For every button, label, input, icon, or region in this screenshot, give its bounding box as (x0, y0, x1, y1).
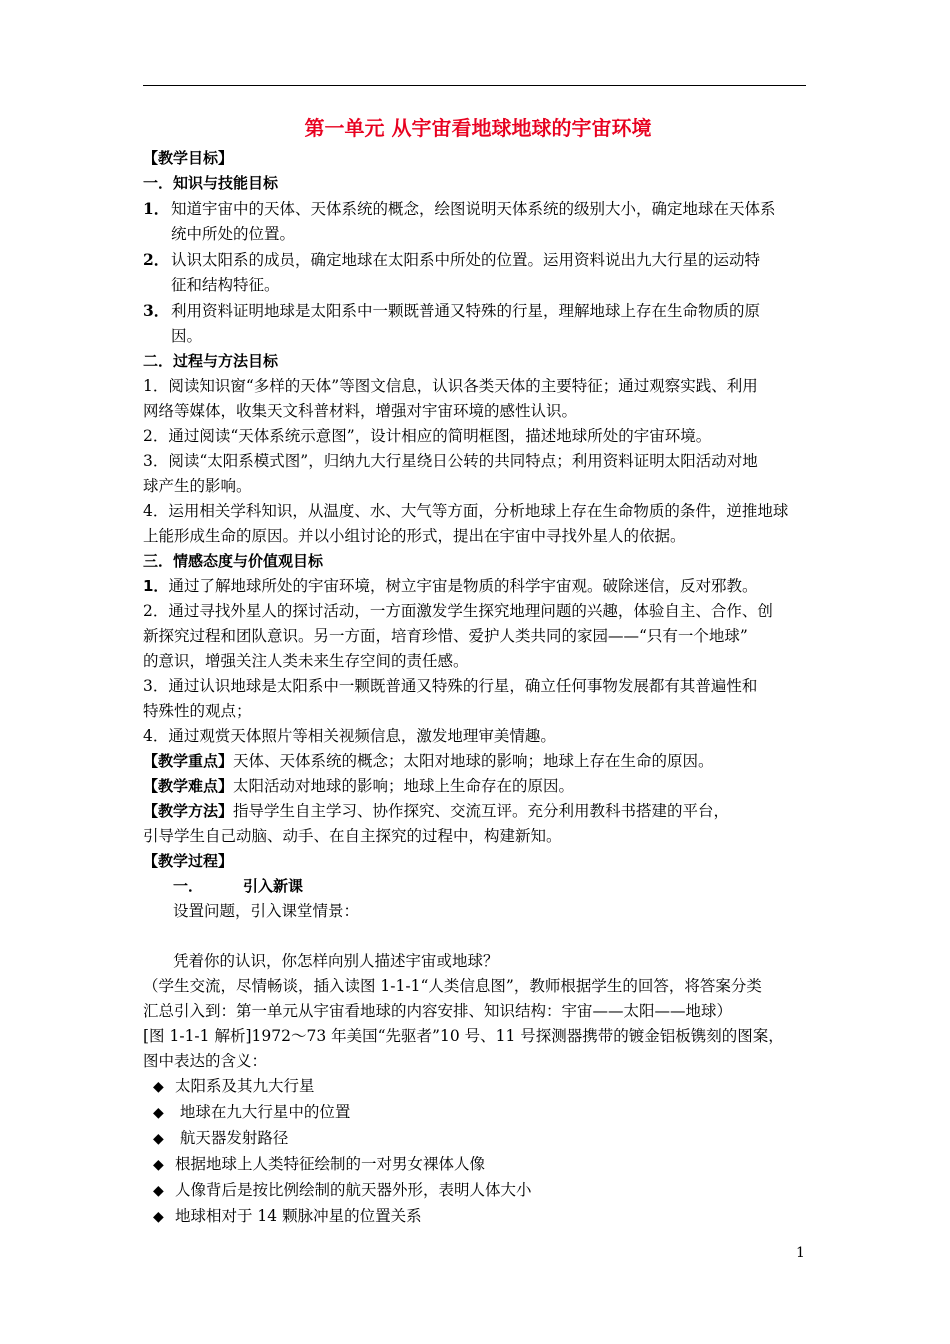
teaching-process-heading: 【教学过程】 (143, 852, 234, 870)
diamond-bullet-icon: ◆ (153, 1157, 164, 1173)
knowledge-item-3-cont: 因。 (171, 327, 203, 345)
knowledge-item-1: 1． 知道宇宙中的天体、天体系统的概念，绘图说明天体系统的级别大小，确定地球在天体系 (143, 199, 776, 218)
teaching-method: 【教学方法】指导学生自主学习、协作探究、交流互评。充分利用教科书搭建的平台， (143, 802, 730, 820)
emotion-item-2: 2．通过寻找外星人的探讨活动，一方面激发学生探究地理问题的兴趣，体验自主、合作、创 (143, 602, 773, 620)
list-item: ◆ 地球相对于 14 颗脉冲星的位置关系 (143, 1204, 813, 1230)
diamond-bullet-icon: ◆ (153, 1183, 164, 1199)
activity-note-cont: 汇总引入到：第一单元从宇宙看地球的内容安排、知识结构：宇宙——太阳——地球） (143, 1002, 733, 1020)
page-title: 第一单元 从宇宙看地球地球的宇宙环境 (304, 116, 652, 140)
process-item-1-cont: 网络等媒体，收集天文科普材料，增强对宇宙环境的感性认识。 (143, 402, 578, 420)
diamond-bullet-icon: ◆ (153, 1105, 164, 1121)
process-item-2: 2．通过阅读“天体系统示意图”，设计相应的简明框图，描述地球所处的宇宙环境。 (143, 427, 712, 445)
knowledge-item-1-cont: 统中所处的位置。 (171, 225, 296, 243)
page-number: 1 (796, 1245, 805, 1261)
list-item: ◆ 根据地球上人类特征绘制的一对男女裸体人像 (143, 1152, 813, 1178)
process-item-3: 3．阅读“太阳系模式图”，归纳九大行星绕日公转的共同特点；利用资料证明太阳活动对地 (143, 452, 758, 470)
emotion-item-3: 3．通过认识地球是太阳系中一颗既普通又特殊的行星，确立任何事物发展都有其普遍性和 (143, 677, 758, 695)
knowledge-heading: 一．知识与技能目标 (143, 174, 279, 192)
section-goals-heading: 【教学目标】 (143, 149, 234, 167)
diamond-bullet-icon: ◆ (153, 1079, 164, 1095)
emotion-item-3-cont: 特殊性的观点； (143, 702, 252, 720)
process-item-4: 4．运用相关学科知识，从温度、水、大气等方面，分析地球上存在生命物质的条件，逆推地球 (143, 502, 789, 520)
emotion-item-4: 4．通过观赏天体照片等相关视频信息，激发地理审美情趣。 (143, 727, 556, 745)
process-heading: 二．过程与方法目标 (143, 352, 279, 370)
list-item: ◆ 航天器发射路径 (143, 1126, 813, 1152)
activity-note: （学生交流，尽情畅谈，插入读图 1-1-1“人类信息图”，教师根据学生的回答，将答案分类 (143, 977, 762, 995)
list-item: ◆ 地球在九大行星中的位置 (143, 1100, 813, 1126)
emotion-item-2-cont: 新探究过程和团队意识。另一方面，培育珍惜、爱护人类共同的家园——“只有一个地球” (143, 627, 748, 645)
document-body (143, 112, 813, 1230)
meaning-list (143, 1074, 813, 1230)
emotion-item-2-cont2: 的意识，增强关注人类未来生存空间的责任感。 (143, 652, 469, 670)
knowledge-item-2: 2． 认识太阳系的成员，确定地球在太阳系中所处的位置。运用资料说出九大行星的运动特 (143, 250, 761, 269)
figure-analysis-cont: 图中表达的含义： (143, 1052, 268, 1070)
figure-analysis: [图 1-1-1 解析]1972～73 年美国“先驱者”10 号、11 号探测器携带的镀金铝板镌刻的图案， (143, 1027, 784, 1045)
teaching-difficulty: 【教学难点】太阳活动对地球的影响；地球上生命存在的原因。 (143, 777, 575, 795)
knowledge-item-2-cont: 征和结构特征。 (171, 276, 280, 294)
spacer (143, 924, 813, 949)
process-item-3-cont: 球产生的影响。 (143, 477, 252, 495)
process-item-1: 1．阅读知识窗“多样的天体”等图文信息，认识各类天体的主要特征；通过观察实践、利用 (143, 377, 758, 395)
teaching-method-cont: 引导学生自己动脑、动手、在自主探究的过程中，构建新知。 (143, 827, 562, 845)
list-item: ◆ 人像背后是按比例绘制的航天器外形，表明人体大小 (143, 1178, 813, 1204)
step-1-heading: 一． 引入新课 (173, 877, 304, 895)
diamond-bullet-icon: ◆ (153, 1209, 164, 1225)
guiding-question: 凭着你的认识，你怎样向别人描述宇宙或地球？ (173, 952, 499, 970)
emotion-item-1: 1．通过了解地球所处的宇宙环境，树立宇宙是物质的科学宇宙观。破除迷信，反对邪教。 (143, 577, 758, 595)
list-item: ◆ 太阳系及其九大行星 (143, 1074, 813, 1100)
emotion-heading: 三．情感态度与价值观目标 (143, 552, 324, 570)
teaching-focus: 【教学重点】天体、天体系统的概念；太阳对地球的影响；地球上存在生命的原因。 (143, 752, 714, 770)
header-rule (143, 85, 806, 86)
step-1-description: 设置问题，引入课堂情景： (173, 902, 360, 920)
knowledge-item-3: 3． 利用资料证明地球是太阳系中一颗既普通又特殊的行星，理解地球上存在生命物质的原 (143, 301, 761, 320)
diamond-bullet-icon: ◆ (153, 1131, 164, 1147)
process-item-4-cont: 上能形成生命的原因。并以小组讨论的形式，提出在宇宙中寻找外星人的依据。 (143, 527, 686, 545)
